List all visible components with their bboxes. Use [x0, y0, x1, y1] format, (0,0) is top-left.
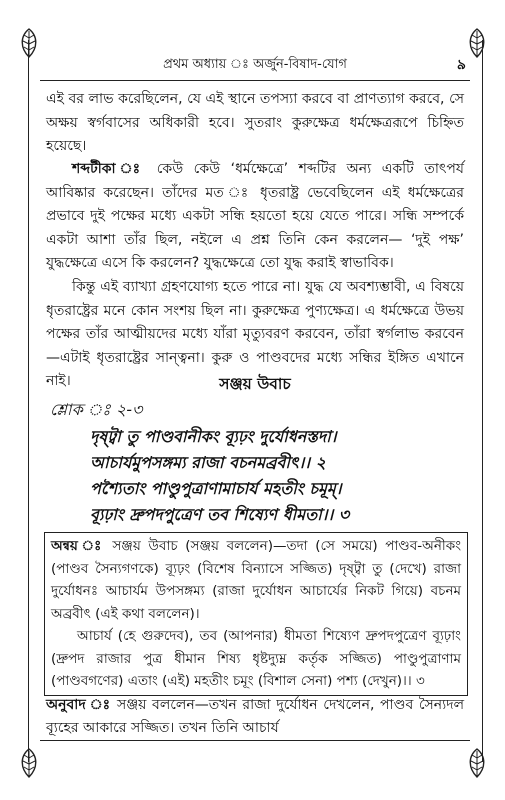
running-header: [40, 52, 470, 78]
leaf-ornament-icon: [466, 748, 488, 778]
shloka-verse: [90, 424, 470, 528]
anubad-label: অনুবাদ ঃ: [46, 697, 112, 713]
intro-text: এই বর লাভ করেছিলেন, যে এই স্থানে তপস্যা করবে বা প্রাণত্যাগ করবে, সে অক্ষয় স্বর্গবাসের অধিকারী হবে। সুতরাং কুরুক্ষেত্র ধর্মক্ষেত্ররূপে চিহ্নিত হয়েছে।: [46, 91, 464, 154]
verse-line: ব্যূঢ়াং দ্রুপদপুত্রেণ তব শিষ্যেণ ধীমতা।। ৩: [90, 505, 350, 524]
explanation-text: কিন্তু এই ব্যাখ্যা গ্রহণযোগ্য হতে পারে না। যুদ্ধ যে অবশ্যম্ভাবী, এ বিষয়ে ধৃতরাষ্ট্রের মনে কোন সংশয় ছিল না। কুরুক্ষেত্র পুণ্যক্ষেত্র। এ ধর্মক্ষেত্রে উভয় পক্ষের তাঁর আত্মীয়দের মধ্যে যাঁরা মৃত্যুবরণ করবেন, তাঁরা স্বর্গলাভ করবেন—এটাই ধৃতরাষ্ট্রের সান্ত্বনা। কুরু ও পাণ্ডবদের মধ্যে সন্ধির ইঙ্গিত এখানে নাই।: [46, 279, 464, 389]
anvaya-text-1: সঞ্জয় উবাচ (সঞ্জয় বললেন)—তদা (সে সময়ে) পাণ্ডব-অনীকং (পাণ্ডব সৈন্যগণকে) ব্যূঢ়ং (বিশেষ বিন্যাসে সজ্জিত) দৃষ্ট্বা তু (দেখে) রাজা দুর্যোধনঃ আচার্যম উপসঙ্গম্য (রাজা দুর্যোধন আচার্যের নিকট গিয়ে) বচনম অব্রবীৎ (এই কথা বললেন)।: [51, 538, 461, 622]
anvaya-block: [51, 535, 461, 625]
leaf-ornament-icon: [18, 28, 40, 58]
anvaya-box: [44, 532, 468, 696]
header-rule: [40, 80, 470, 81]
anubad-paragraph: [46, 694, 464, 739]
shabdatika-label: শব্দটীকা ঃ: [72, 161, 147, 177]
footer-rule: [40, 740, 470, 741]
shabdatika-paragraph: [46, 158, 464, 276]
anubad-text: সঞ্জয় বললেন—তখন রাজা দুর্যোধন দেখলেন, পাণ্ডব সৈন্যদল ব্যূহের আকারে সজ্জিত। তখন তিনি আচার্য: [46, 697, 464, 736]
anvaya-label: অন্বয় ঃ: [51, 538, 105, 554]
verse-line: পশ্যৈতাং পাণ্ডুপুত্রাণামাচার্য মহতীং চমূম্।: [90, 479, 342, 498]
chapter-title: প্রথম অধ্যায় ঃ অর্জুন-বিষাদ-যোগ: [163, 57, 347, 72]
verse-line: আচার্যমুপসঙ্গম্য রাজা বচনমব্রবীৎ।। ২: [90, 453, 326, 472]
shabdatika-block: [46, 158, 464, 276]
shloka-label: শ্লোক ঃ ২-৩: [50, 400, 143, 419]
intro-paragraph: [46, 88, 464, 159]
leaf-ornament-icon: [18, 748, 40, 778]
anvaya-text-2: আচার্য (হে গুরুদেব), তব (আপনার) ধীমতা শিষ্যেণ দ্রুপদপুত্রেণ ব্যূঢ়াং (দ্রুপদ রাজার পুত্র ধীমান শিষ্য ধৃষ্টদ্যুম্ন কর্তৃক সজ্জিত) পাণ্ডুপুত্রাণাম (পাণ্ডবগণের) এতাং (এই) মহতীং চমূং (বিশাল সেনা) পশ্য (দেখুন)।। ৩: [51, 628, 461, 689]
verse-line: দৃষ্ট্বা তু পাণ্ডবানীকং ব্যূঢ়ং দুর্যোধনস্তদা।: [90, 427, 337, 446]
page-number: ৯: [456, 57, 466, 73]
shabdatika-text: কেউ কেউ ‘ধর্মক্ষেত্রে’ শব্দটির অন্য একটি তাৎপর্য আবিষ্কার করেছেন। তাঁদের মত ঃ ধৃতরাষ্ট্র ভেবেছিলেন এই ধর্মক্ষেত্রের প্রভাবে দুই পক্ষের মধ্যে একটা সন্ধি হয়তো হয়ে যেতে পারে। সন্ধি সম্পর্কে একটা আশা তাঁর ছিল, নইলে এ প্রশ্ন তিনি কেন করলেন— ‘দুই পক্ষ’ যুদ্ধক্ষেত্রে এসে কি করলেন? যুদ্ধক্ষেত্রে তো যুদ্ধ করাই স্বাভাবিক।: [46, 161, 464, 271]
section-heading: সঞ্জয় উবাচ: [219, 375, 291, 393]
anubad-block: [46, 694, 464, 739]
